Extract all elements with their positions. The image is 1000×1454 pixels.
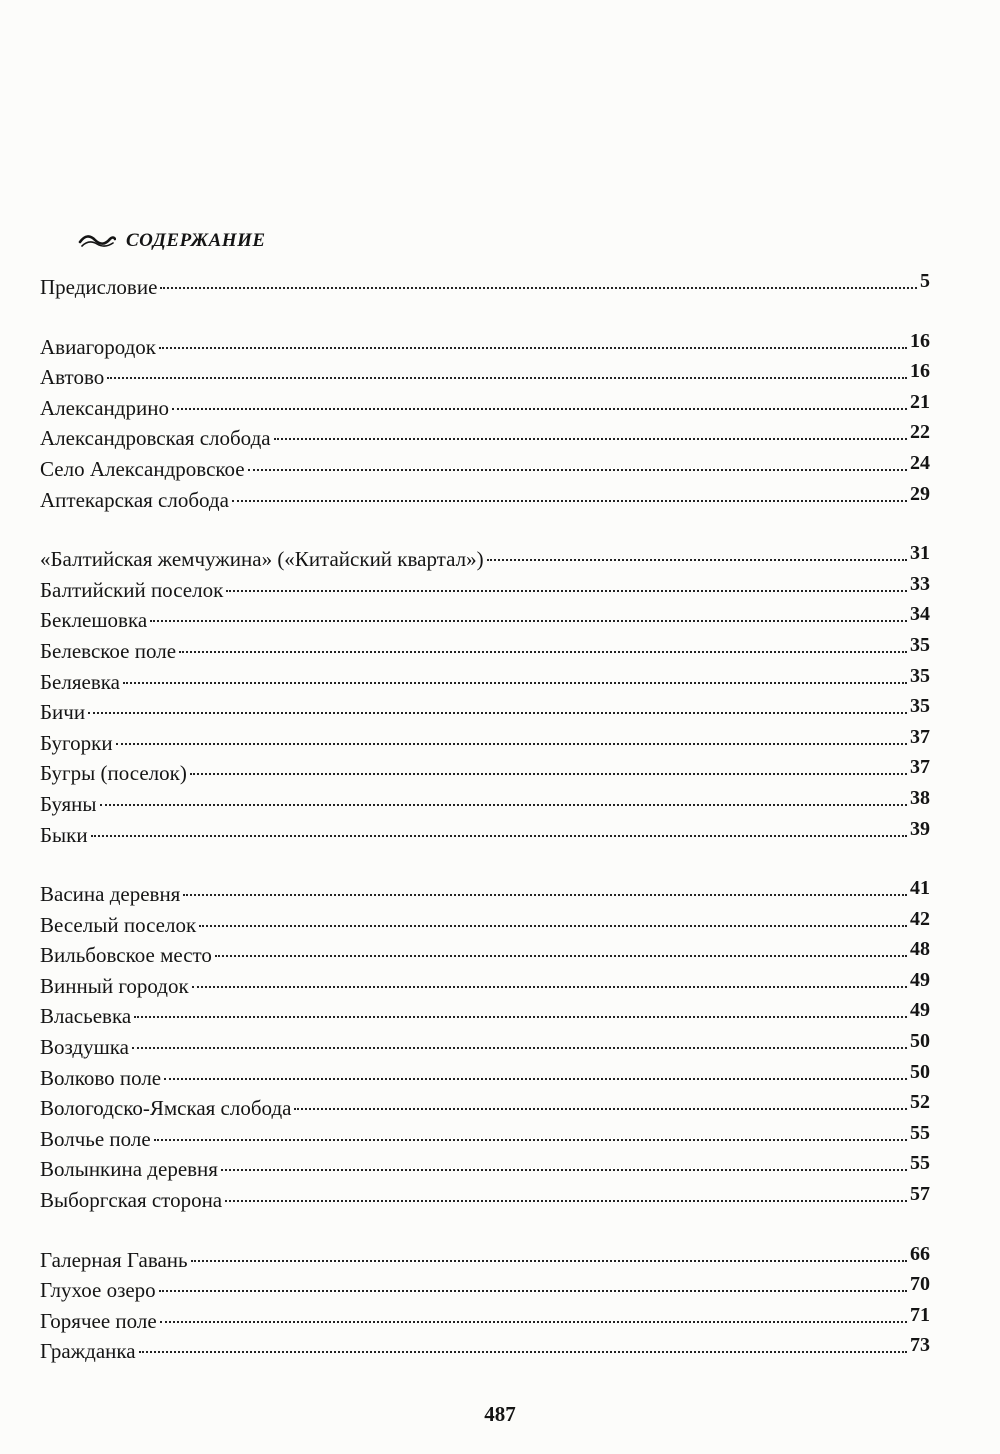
dot-leader	[172, 408, 907, 410]
toc-entry[interactable]	[40, 758, 930, 789]
toc-entry-title: Вильбовское место	[40, 943, 212, 968]
toc-entry-page: 37	[910, 725, 930, 748]
toc-entry[interactable]	[40, 664, 930, 698]
toc-entry[interactable]	[40, 329, 930, 363]
dot-leader	[232, 500, 907, 502]
toc-entry[interactable]	[40, 817, 930, 851]
dot-leader	[123, 682, 907, 684]
toc-entry-title: Авиагородок	[40, 334, 157, 359]
toc-entry-title: Буяны	[40, 791, 97, 816]
toc-entry[interactable]	[40, 1336, 930, 1367]
toc-entry[interactable]	[40, 786, 930, 820]
toc-entry-page: 22	[910, 421, 930, 444]
toc-entry-title: «Балтийская жемчужина» («Китайский квартал»)	[40, 547, 484, 572]
dot-leader	[199, 925, 907, 927]
toc-entry-page: 52	[910, 1091, 930, 1114]
dot-leader	[159, 347, 907, 349]
toc-entry-title: Горячее поле	[40, 1308, 157, 1333]
toc-entry[interactable]	[40, 1185, 930, 1216]
dot-leader	[134, 1016, 907, 1018]
toc-entry-page: 66	[910, 1242, 930, 1265]
dot-leader	[294, 1108, 907, 1110]
dot-leader	[100, 804, 907, 806]
dot-leader	[221, 1169, 907, 1171]
toc-entry-title: Быки	[40, 822, 88, 847]
toc-group	[40, 1242, 930, 1367]
dot-leader	[225, 1200, 907, 1202]
toc-entry-page: 57	[910, 1183, 930, 1206]
dot-leader	[150, 620, 907, 622]
toc-entry[interactable]	[40, 362, 930, 393]
dot-leader	[154, 1139, 907, 1141]
toc-entry-title: Балтийский поселок	[40, 577, 224, 602]
dot-leader	[226, 590, 907, 592]
toc-entry[interactable]	[40, 605, 930, 636]
toc-entry-title: Воздушка	[40, 1035, 129, 1060]
dot-leader	[215, 955, 907, 957]
toc-entry[interactable]	[40, 1154, 930, 1185]
toc-entry-page: 71	[910, 1303, 930, 1326]
toc-entry-title: Власьевка	[40, 1004, 132, 1029]
toc-entry-page: 49	[910, 999, 930, 1022]
toc-entry[interactable]	[40, 907, 930, 941]
toc-entry-title: Вологодско-Ямская слобода	[40, 1096, 292, 1121]
table-of-contents	[40, 272, 930, 1367]
toc-entry-page: 55	[910, 1121, 930, 1144]
toc-entry-title: Беклешовка	[40, 608, 148, 633]
toc-entry-page: 16	[910, 360, 930, 383]
toc-entry[interactable]	[40, 272, 930, 303]
toc-entry-page: 42	[910, 907, 930, 930]
toc-entry-title: Аптекарская слобода	[40, 487, 229, 512]
toc-entry[interactable]	[40, 451, 930, 485]
toc-entry[interactable]	[40, 482, 930, 516]
toc-entry-page: 48	[910, 938, 930, 961]
toc-entry[interactable]	[40, 697, 930, 728]
toc-entry-page: 70	[910, 1273, 930, 1296]
toc-entry-title: Бугорки	[40, 730, 113, 755]
toc-entry[interactable]	[40, 423, 930, 454]
toc-entry-page: 29	[910, 482, 930, 505]
toc-entry-title: Предисловие	[40, 275, 158, 299]
toc-entry[interactable]	[40, 1093, 930, 1124]
dot-leader	[192, 986, 907, 988]
toc-entry-page: 38	[910, 786, 930, 809]
dot-leader	[274, 438, 907, 440]
toc-entry[interactable]	[40, 940, 930, 971]
toc-entry[interactable]	[40, 1242, 930, 1276]
toc-entry-page: 55	[910, 1152, 930, 1175]
dot-leader	[116, 743, 907, 745]
page-number: 487	[484, 1402, 516, 1426]
toc-entry-title: Веселый поселок	[40, 912, 197, 937]
dot-leader	[248, 469, 907, 471]
toc-entry-page: 35	[910, 664, 930, 687]
dot-leader	[190, 773, 907, 775]
toc-entry-page: 33	[910, 572, 930, 595]
dot-leader	[487, 559, 907, 561]
toc-entry-title: Александровская слобода	[40, 426, 271, 451]
toc-entry-title: Бугры (поселок)	[40, 761, 187, 786]
dot-leader	[164, 1078, 907, 1080]
toc-entry[interactable]	[40, 572, 930, 606]
toc-entry-title: Галерная Гавань	[40, 1247, 188, 1272]
toc-entry-title: Винный городок	[40, 973, 189, 998]
wave-ornament-icon	[78, 233, 116, 249]
toc-entry-page: 50	[910, 1030, 930, 1053]
toc-group	[40, 544, 930, 850]
toc-entry-page: 16	[910, 329, 930, 352]
toc-entry[interactable]	[40, 633, 930, 667]
toc-entry[interactable]	[40, 725, 930, 759]
toc-entry[interactable]	[40, 1001, 930, 1032]
toc-entry-title: Волково поле	[40, 1065, 162, 1090]
toc-entry-title: Васина деревня	[40, 882, 181, 907]
toc-entry[interactable]	[40, 390, 930, 424]
toc-entry-title: Гражданка	[40, 1339, 136, 1364]
toc-entry-title: Село Александровское	[40, 456, 245, 481]
toc-entry-title: Автово	[40, 365, 105, 390]
toc-entry-page: 21	[910, 390, 930, 413]
toc-entry-page: 5	[920, 270, 930, 292]
toc-entry-title: Александрино	[40, 395, 169, 420]
toc-group	[40, 272, 930, 303]
toc-entry[interactable]	[40, 1032, 930, 1063]
toc-entry-title: Волчье поле	[40, 1126, 151, 1151]
toc-entry[interactable]	[40, 1060, 930, 1094]
toc-entry-title: Бичи	[40, 700, 86, 725]
toc-entry-page: 50	[910, 1060, 930, 1083]
toc-entry[interactable]	[40, 1275, 930, 1306]
toc-entry-title: Глухое озеро	[40, 1278, 156, 1303]
toc-entry-page: 39	[910, 817, 930, 840]
toc-entry-page: 73	[910, 1334, 930, 1357]
dot-leader	[88, 712, 907, 714]
toc-entry-title: Волынкина деревня	[40, 1157, 218, 1182]
toc-entry-page: 37	[910, 756, 930, 779]
toc-entry[interactable]	[40, 968, 930, 1002]
dot-leader	[179, 651, 907, 653]
toc-entry-page: 41	[910, 877, 930, 900]
contents-header	[78, 226, 266, 256]
dot-leader	[132, 1047, 907, 1049]
dot-leader	[160, 1321, 907, 1323]
dot-leader	[91, 835, 907, 837]
toc-entry-title: Беляевка	[40, 669, 120, 694]
contents-title: СОДЕРЖАНИЕ	[126, 230, 266, 251]
toc-entry[interactable]	[40, 1303, 930, 1337]
toc-entry-page: 35	[910, 695, 930, 718]
dot-leader	[159, 1290, 907, 1292]
dot-leader	[107, 377, 907, 379]
toc-entry-page: 34	[910, 603, 930, 626]
toc-entry[interactable]	[40, 544, 930, 575]
toc-entry-page: 49	[910, 968, 930, 991]
toc-entry[interactable]	[40, 879, 930, 910]
dot-leader	[191, 1260, 907, 1262]
toc-entry-page: 35	[910, 633, 930, 656]
dot-leader	[183, 894, 907, 896]
dot-leader	[160, 287, 917, 289]
toc-entry-page: 24	[910, 451, 930, 474]
toc-group	[40, 879, 930, 1216]
toc-entry[interactable]	[40, 1121, 930, 1155]
toc-entry-title: Белевское поле	[40, 638, 177, 663]
toc-entry-title: Выборгская сторона	[40, 1188, 223, 1213]
dot-leader	[139, 1351, 907, 1353]
toc-entry-page: 31	[910, 542, 930, 565]
toc-group	[40, 329, 930, 516]
